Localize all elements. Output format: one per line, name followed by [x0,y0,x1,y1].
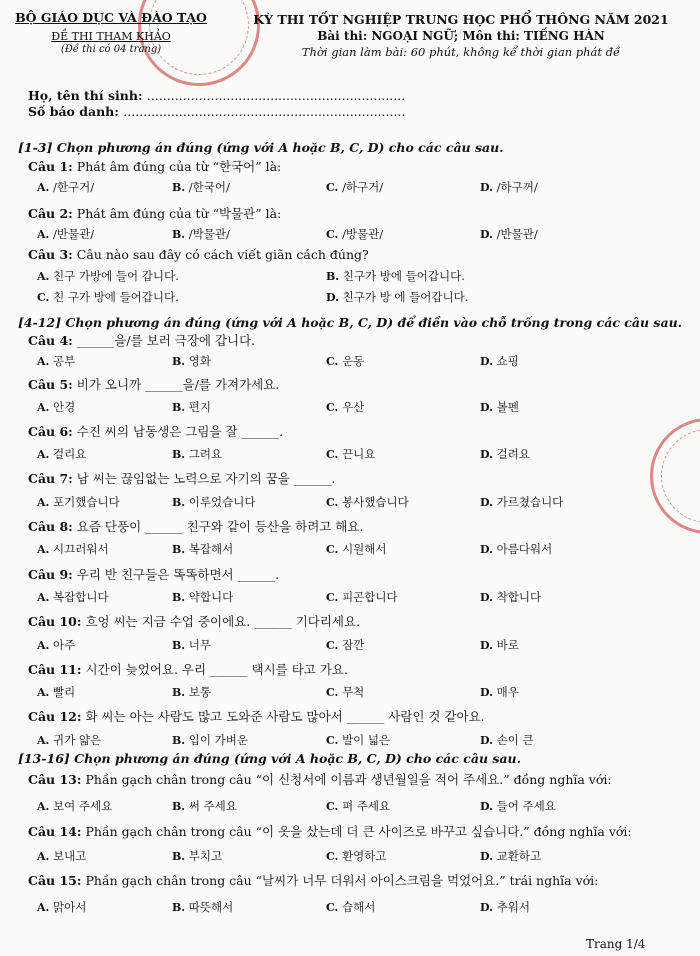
option-text: 착합니다 [496,590,542,604]
question-number: Câu 2: [28,206,73,221]
option-text: /한국어/ [188,180,230,194]
option-letter: D. [480,448,493,461]
option-text: 따뜻해서 [188,900,234,914]
answer-option[interactable] [480,399,519,415]
answer-option[interactable] [37,589,109,605]
question [28,707,485,725]
question-number: Câu 10: [28,614,82,629]
option-letter: D. [480,734,493,747]
question-number: Câu 13: [28,772,82,787]
question [28,770,612,788]
question [28,660,348,678]
option-text: /한구거/ [53,180,95,194]
option-letter: D. [480,401,493,414]
option-letter: A. [37,686,50,699]
option-letter: A. [37,591,50,604]
option-letter: B. [172,800,186,813]
answer-option[interactable] [37,541,109,557]
question-text: 시간이 늦었어요. 우리 ______ 택시를 타고 가요. [85,662,348,677]
answer-option[interactable] [37,637,75,653]
option-text: 걸리요 [53,447,87,461]
answer-option[interactable] [480,848,541,864]
option-text: 볼펜 [496,400,519,414]
question [28,204,281,222]
option-text: 이루었습니다 [188,495,256,509]
question-text: Phần gạch chân trong câu “이 옷을 샀는데 더 큰 사이즈로 바꾸고 싶습니다.” đồng nghĩa với: [85,824,632,839]
answer-option[interactable] [37,268,179,284]
answer-option[interactable] [172,798,237,814]
option-letter: A. [37,734,50,747]
option-letter: A. [37,901,50,914]
option-letter: D. [480,639,493,652]
answer-option[interactable] [37,848,86,864]
option-text: 피곤합니다 [342,590,398,604]
answer-option[interactable] [172,684,211,700]
exam-title: KỲ THI TỐT NGHIỆP TRUNG HỌC PHỔ THÔNG NĂM 2021 [253,12,669,27]
answer-option[interactable] [172,637,211,653]
option-text: 펴 주세요 [342,799,391,813]
option-text: /하구거/ [342,180,384,194]
candidate-id-dots: ....................................................................... [123,104,406,119]
header-left [6,10,216,55]
option-text: 보내고 [53,849,87,863]
option-letter: A. [37,800,50,813]
answer-option[interactable] [37,798,112,814]
option-text: 바로 [496,638,519,652]
option-letter: B. [172,686,186,699]
option-text: 걸려요 [496,447,530,461]
answer-option[interactable] [326,541,387,557]
option-letter: C. [37,291,50,304]
candidate-id-label: Số báo danh: [28,104,119,119]
option-letter: A. [37,543,50,556]
option-text: 포기했습니다 [53,495,120,509]
option-text: 너무 [188,638,212,652]
option-text: 시끄러워서 [53,542,109,556]
question-text: 우리 반 친구들은 똑똑하면서 ______. [76,567,280,582]
option-text: 안경 [53,400,76,414]
question-number: Câu 11: [28,662,82,677]
section-instruction: [13-16] Chọn phương án đúng (ứng với A hoặc B, C, D) cho các câu sau. [18,751,521,766]
question-number: Câu 3: [28,247,73,262]
option-letter: B. [172,448,186,461]
question-text: 비가 오니까 ______을/를 가져가세요. [76,377,280,392]
option-text: 가르쳤습니다 [496,495,564,509]
answer-option[interactable] [172,446,222,462]
option-letter: C. [326,448,339,461]
option-letter: C. [326,228,339,241]
option-letter: D. [480,800,493,813]
answer-option[interactable] [37,399,75,415]
answer-option[interactable] [480,684,519,700]
option-text: 복잡해서 [188,542,234,556]
question-text: 요즘 단풍이 ______ 친구와 같이 등산을 하려고 해요. [76,519,364,534]
option-letter: B. [172,734,186,747]
question-number: Câu 9: [28,567,73,582]
answer-option[interactable] [326,637,364,653]
option-letter: C. [326,850,339,863]
answer-option[interactable] [37,899,86,915]
question-number: Câu 12: [28,709,82,724]
option-text: 복잡합니다 [53,590,109,604]
option-text: /박물관/ [188,227,230,241]
option-text: 빨리 [53,685,76,699]
answer-option[interactable] [172,226,230,242]
option-text: 영화 [188,354,212,368]
subject-line: Bài thi: NGOẠI NGỮ; Môn thi: TIẾNG HÀN [317,29,605,43]
question-text: ______을/를 보러 극장에 갑니다. [76,333,256,348]
option-text: 친 구가 방에 들어갑니다. [53,290,179,304]
answer-option[interactable] [37,446,86,462]
option-letter: C. [326,401,339,414]
question [28,565,279,583]
question [28,157,281,175]
candidate-name-line [28,88,405,103]
question-number: Câu 8: [28,519,73,534]
option-text: 편지 [188,400,212,414]
page-number: Trang 1/4 [586,937,646,951]
option-letter: A. [37,401,50,414]
option-letter: C. [326,355,339,368]
option-letter: C. [326,543,339,556]
answer-option[interactable] [326,399,364,415]
option-text: 부치고 [188,849,223,863]
answer-option[interactable] [326,848,387,864]
answer-option[interactable] [326,289,468,305]
option-letter: D. [480,228,493,241]
answer-option[interactable] [480,179,538,195]
option-letter: A. [37,228,50,241]
question [28,375,279,393]
answer-option[interactable] [172,353,211,369]
question-number: Câu 4: [28,333,73,348]
option-letter: B. [172,228,186,241]
header-right [226,12,696,59]
answer-option[interactable] [480,541,552,557]
question-number: Câu 1: [28,159,73,174]
answer-option[interactable] [37,353,75,369]
time-line: Thời gian làm bài: 60 phút, không kể thời gian phát đề [301,45,621,59]
option-text: 시원해서 [342,542,387,556]
answer-option[interactable] [172,589,233,605]
option-text: 습해서 [342,900,376,914]
question-number: Câu 7: [28,471,73,486]
option-letter: A. [37,639,50,652]
candidate-id-line [28,104,405,119]
option-text: 발이 넓은 [342,733,391,747]
answer-option[interactable] [326,268,465,284]
answer-option[interactable] [480,637,519,653]
option-letter: A. [37,355,50,368]
option-letter: C. [326,800,339,813]
option-text: 들어 주세요 [496,799,556,813]
candidate-name-dots: ................................................................. [146,88,406,103]
question-number: Câu 14: [28,824,82,839]
answer-option[interactable] [326,684,364,700]
answer-option[interactable] [172,848,222,864]
option-letter: D. [480,181,493,194]
answer-option[interactable] [326,798,390,814]
option-text: 아름다워서 [496,542,553,556]
question-text: Phát âm đúng của từ “박물관” là: [76,206,282,221]
option-letter: C. [326,901,339,914]
option-text: /하구꺼/ [496,180,538,194]
answer-option[interactable] [326,732,390,748]
option-letter: D. [480,355,493,368]
question [28,422,283,440]
answer-option[interactable] [326,226,383,242]
option-text: 우산 [342,400,365,414]
question [28,331,255,349]
option-letter: B. [172,401,186,414]
option-text: /반물관/ [496,227,538,241]
answer-option[interactable] [326,179,383,195]
answer-option[interactable] [37,732,101,748]
answer-option[interactable] [37,289,179,305]
answer-option[interactable] [480,899,530,915]
answer-option[interactable] [172,399,211,415]
option-text: 무척 [342,685,365,699]
answer-option[interactable] [37,179,94,195]
question-text: Phần gạch chân trong câu “날씨가 너무 더워서 아이스크림을 먹었어요.” trái nghĩa với: [85,873,599,888]
option-text: 친구 가방에 들어 갑니다. [53,269,179,283]
answer-option[interactable] [480,353,519,369]
official-stamp-margin [650,418,700,534]
ministry-name: BỘ GIÁO DỤC VÀ ĐÀO TẠO [15,10,207,25]
question-number: Câu 15: [28,873,82,888]
pages-note: (Đề thi có 04 trang) [60,44,162,55]
option-letter: A. [37,448,50,461]
question-text: Phát âm đúng của từ “한국어” là: [76,159,282,174]
question [28,469,335,487]
option-letter: D. [480,496,493,509]
option-letter: B. [172,850,186,863]
option-text: /반물관/ [53,227,95,241]
answer-option[interactable] [480,446,530,462]
option-text: 써 주세요 [188,799,237,813]
option-text: 맑아서 [53,900,87,914]
option-letter: D. [326,291,339,304]
option-letter: C. [326,639,339,652]
option-letter: D. [480,901,493,914]
option-text: 쇼핑 [496,354,519,368]
option-letter: D. [480,591,493,604]
option-text: /방물관/ [342,227,384,241]
option-letter: C. [326,686,339,699]
option-text: 손이 큰 [496,733,534,747]
option-letter: B. [172,901,186,914]
answer-option[interactable] [326,446,375,462]
answer-option[interactable] [480,226,538,242]
option-text: 약합니다 [188,590,234,604]
option-letter: B. [172,543,186,556]
option-letter: B. [326,270,340,283]
answer-option[interactable] [326,589,398,605]
candidate-name-label: Họ, tên thí sinh: [28,88,143,103]
answer-option[interactable] [480,798,556,814]
option-text: 환영하고 [342,849,387,863]
option-text: 매우 [496,685,519,699]
option-letter: A. [37,270,50,283]
question-number: Câu 5: [28,377,73,392]
question-text: Câu nào sau đây có cách viết giãn cách đúng? [76,247,369,262]
answer-option[interactable] [172,179,230,195]
answer-option[interactable] [172,732,248,748]
option-text: 입이 가벼운 [188,733,248,747]
answer-option[interactable] [480,732,534,748]
option-text: 그려요 [188,447,223,461]
document-type: ĐỀ THI THAM KHẢO [51,30,171,43]
option-text: 공부 [53,354,76,368]
question [28,871,598,889]
option-letter: D. [480,543,493,556]
option-letter: D. [480,850,493,863]
question-text: 화 씨는 아는 사람도 많고 도와준 사람도 많아서 ______ 사람인 것 같아요. [85,709,485,724]
option-text: 아주 [53,638,76,652]
answer-option[interactable] [326,494,409,510]
answer-option[interactable] [172,899,233,915]
option-letter: C. [326,181,339,194]
question [28,822,632,840]
answer-option[interactable] [326,353,364,369]
option-letter: A. [37,181,50,194]
option-letter: D. [480,686,493,699]
option-letter: B. [172,639,186,652]
question-text: 흐엉 씨는 지금 수업 중이에요. ______ 기다리세요. [85,614,361,629]
option-text: 친구가 방에 들어갑니다. [342,269,465,283]
section-instruction: [4-12] Chọn phương án đúng (ứng với A hoặc B, C, D) để điền vào chỗ trống trong các câu sau. [18,315,683,330]
option-text: 친구가 방 에 들어갑니다. [342,290,469,304]
answer-option[interactable] [172,494,255,510]
question-number: Câu 6: [28,424,73,439]
question [28,517,363,535]
option-letter: B. [172,591,186,604]
option-text: 보통 [188,685,212,699]
option-text: 봉사했습니다 [342,495,409,509]
section-instruction: [1-3] Chọn phương án đúng (ứng với A hoặc B, C, D) cho các câu sau. [18,140,504,155]
answer-option[interactable] [37,226,94,242]
option-text: 교환하고 [496,849,542,863]
question-text: 수진 씨의 남동생은 그림을 잘 ______. [76,424,284,439]
option-letter: C. [326,734,339,747]
answer-option[interactable] [480,589,541,605]
option-text: 귀가 얇은 [53,733,102,747]
option-letter: A. [37,496,50,509]
option-text: 추워서 [496,900,530,914]
question-text: 남 씨는 끊임없는 노력으로 자기의 꿈을 ______. [76,471,336,486]
option-text: 보여 주세요 [53,799,113,813]
option-text: 잠깐 [342,638,365,652]
option-letter: C. [326,591,339,604]
option-letter: B. [172,496,186,509]
option-letter: A. [37,850,50,863]
answer-option[interactable] [37,684,75,700]
answer-option[interactable] [172,541,233,557]
option-text: 끈니요 [342,447,376,461]
answer-option[interactable] [480,494,563,510]
answer-option[interactable] [326,899,375,915]
option-text: 운동 [342,354,365,368]
question [28,612,360,630]
option-letter: B. [172,355,186,368]
question-text: Phần gạch chân trong câu “이 신청서에 이름과 생년월일을 적어 주세요.” đồng nghĩa với: [85,772,612,787]
question [28,247,369,262]
option-letter: C. [326,496,339,509]
answer-option[interactable] [37,494,120,510]
option-letter: B. [172,181,186,194]
